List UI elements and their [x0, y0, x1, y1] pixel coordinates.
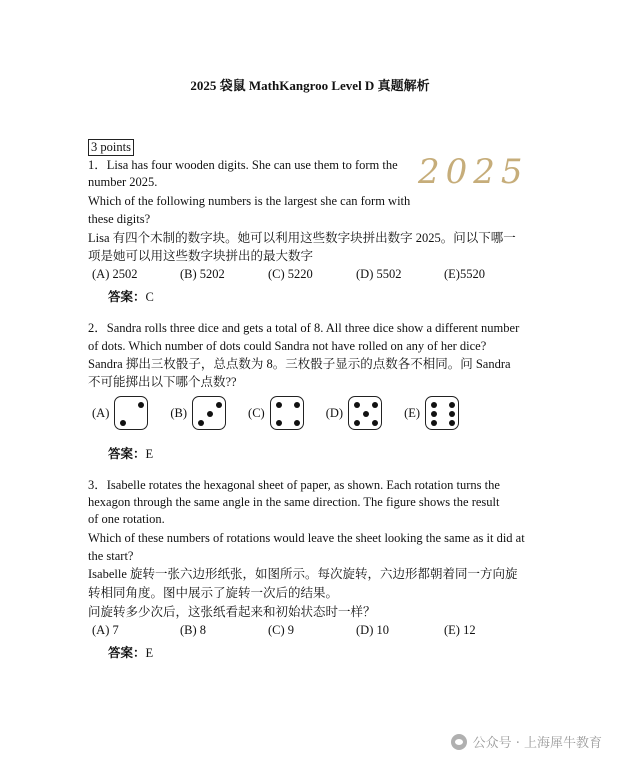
q1-line: Which of the following numbers is the largest she can form with [88, 194, 411, 208]
q2-line: Sandra 掷出三枚骰子，总点数为 8。三枚骰子显示的点数各不相同。问 Sandra [88, 357, 511, 371]
die-face-icon [270, 396, 304, 430]
q1-option: (D) 5502 [356, 267, 402, 281]
die-pip [354, 402, 360, 408]
die-face-icon [114, 396, 148, 430]
die-pip [216, 402, 222, 408]
die-pip [449, 411, 455, 417]
die-pip [449, 420, 455, 426]
answer-label: 答案： [108, 447, 146, 461]
die-pip [294, 402, 300, 408]
die-pip [431, 420, 437, 426]
die-pip [198, 420, 204, 426]
die-face-icon [348, 396, 382, 430]
dice-option-label: (E) [404, 405, 421, 420]
q1-line: 项是她可以用这些数字块拼出的最大数字 [88, 249, 314, 263]
q1-answer [108, 287, 154, 305]
answer-value: E [145, 646, 154, 660]
points-badge: 3 points [88, 139, 134, 156]
answer-value: C [145, 290, 154, 304]
page-title: 2025 袋鼠 MathKangroo Level D 真题解析 [190, 78, 430, 93]
dice-option-label: (D) [325, 405, 344, 420]
die-pip [276, 420, 282, 426]
q3-line: 3．Isabelle rotates the hexagonal sheet of paper, as shown. Each rotation turns the [88, 478, 500, 492]
die-face-icon [425, 396, 459, 430]
q2-dice-options [92, 396, 481, 430]
q2-line: of dots. Which number of dots could Sandra not have rolled on any of her dice? [88, 339, 487, 353]
dice-option [92, 396, 148, 430]
die-pip [431, 402, 437, 408]
q1-option: (A) 2502 [92, 267, 138, 281]
q2-line: 2．Sandra rolls three dice and gets a total of 8. All three dice show a different number [88, 321, 520, 335]
q1-option: (B) 5202 [180, 267, 225, 281]
dice-option-label: (A) [92, 405, 110, 420]
die-pip [138, 402, 144, 408]
watermark [451, 732, 602, 751]
dice-option [248, 396, 304, 430]
die-pip [294, 420, 300, 426]
die-pip [449, 402, 455, 408]
q3-line: 问旋转多少次后，这张纸看起来和初始状态时一样？ [88, 605, 376, 619]
q1-line: 1．Lisa has four wooden digits. She can use them to form the [88, 158, 398, 172]
die-pip [120, 420, 126, 426]
q3-line: 转相同角度。图中展示了旋转一次后的结果。 [88, 586, 339, 600]
q1-option: (C) 5220 [268, 267, 313, 281]
q3-option: (A) 7 [92, 623, 119, 637]
q3-option: (E) 12 [444, 623, 476, 637]
wechat-icon [451, 734, 467, 750]
dice-option [170, 396, 226, 430]
die-pip [276, 402, 282, 408]
dice-option [404, 396, 459, 430]
dice-option [326, 396, 382, 430]
q1-option: (E)5520 [444, 267, 485, 281]
die-pip [354, 420, 360, 426]
answer-value: E [145, 447, 154, 461]
q1-options [92, 267, 485, 282]
watermark-text: 公众号 · 上海犀牛教育 [472, 736, 602, 751]
q3-option: (B) 8 [180, 623, 207, 637]
die-pip [363, 411, 369, 417]
q3-line: the start? [88, 549, 134, 563]
q1-line: number 2025. [88, 175, 158, 189]
q3-options [92, 623, 476, 638]
q2-answer [108, 444, 153, 462]
answer-label: 答案： [108, 290, 146, 304]
die-pip [207, 411, 213, 417]
q3-line: Which of these numbers of rotations would leave the sheet looking the same as it did at [88, 531, 525, 545]
q1-line: Lisa 有四个木制的数字块。她可以利用这些数字块拼出数字 2025。问以下哪一 [88, 231, 516, 245]
die-pip [372, 402, 378, 408]
q3-option: (D) 10 [356, 623, 389, 637]
year-decoration: 2025 [418, 152, 529, 192]
q2-line: 不可能掷出以下哪个点数?? [88, 375, 237, 389]
dice-option-label: (B) [170, 405, 188, 420]
q3-line: hexagon through the same angle in the same direction. The figure shows the result [88, 495, 500, 509]
q3-answer [108, 643, 153, 661]
q3-option: (C) 9 [268, 623, 295, 637]
q1-line: these digits? [88, 212, 151, 226]
die-pip [372, 420, 378, 426]
die-face-icon [192, 396, 226, 430]
q3-line: of one rotation. [88, 512, 165, 526]
die-pip [431, 411, 437, 417]
q3-line: Isabelle 旋转一张六边形纸张，如图所示。每次旋转，六边形都朝着同一方向旋 [88, 567, 518, 581]
answer-label: 答案： [108, 646, 146, 660]
dice-option-label: (C) [248, 405, 265, 420]
